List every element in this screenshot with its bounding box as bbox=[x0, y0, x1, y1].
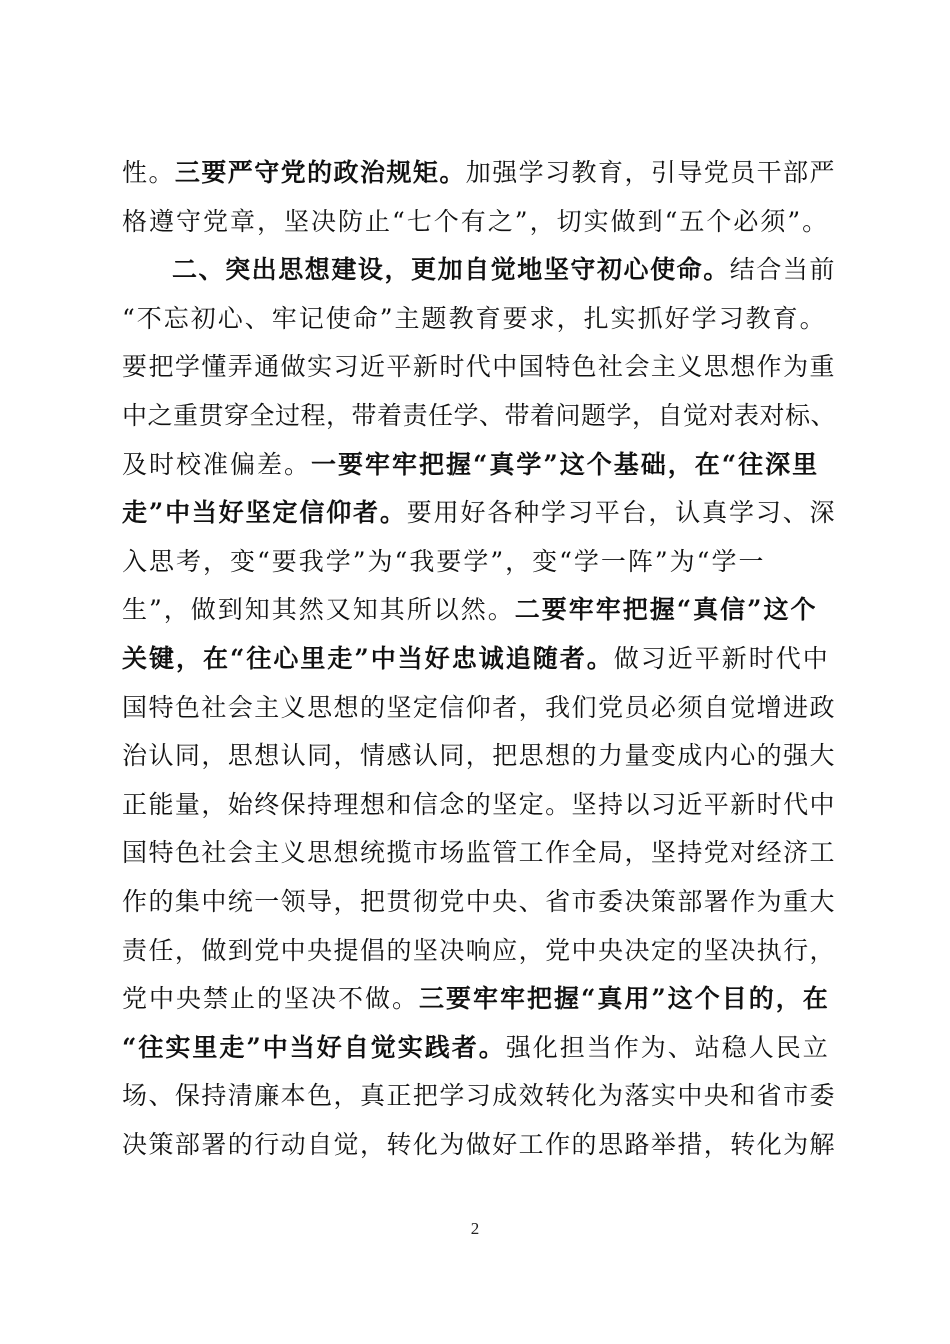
text-span: 强化担当作为、站稳人民立 bbox=[505, 1032, 830, 1062]
bold-text: 三要严守党的政治规矩。 bbox=[174, 158, 466, 187]
text-span: 要把学懂弄通做实习近平新时代中国特色社会主义思想作为重 bbox=[122, 352, 837, 382]
text-span: 做习近平新时代中 bbox=[613, 644, 830, 673]
text-line bbox=[122, 352, 836, 382]
text-span: 结合当前 bbox=[729, 255, 837, 285]
bold-text: 三要牢牢把握“真用”这个目的，在 bbox=[419, 984, 830, 1014]
text-span: 加强学习教育，引导党员干部严 bbox=[465, 158, 837, 187]
text-line bbox=[122, 450, 819, 480]
text-line bbox=[122, 1033, 830, 1063]
text-span: 中之重贯穿全过程，带着责任学、带着问题学，自觉对表对标、 bbox=[122, 401, 837, 430]
bold-text: 二、突出思想建设，更加自觉地坚守初心使命。 bbox=[172, 255, 730, 285]
text-line bbox=[122, 838, 836, 868]
text-span: 要用好各种学习平台，认真学习、深 bbox=[406, 498, 837, 528]
bold-text: 关键，在“往心里走”中当好忠诚追随者。 bbox=[122, 644, 614, 673]
text-line bbox=[122, 304, 827, 334]
text-span: 责任，做到党中央提倡的坚决响应，党中央决定的坚决执行， bbox=[122, 935, 837, 965]
text-span: 场、保持清廉本色，真正把学习成效转化为落实中央和省市委 bbox=[122, 1081, 837, 1111]
text-line bbox=[122, 207, 829, 237]
bold-text: “往实里走”中当好自觉实践者。 bbox=[122, 1032, 506, 1062]
text-line bbox=[122, 644, 830, 674]
text-line bbox=[122, 1130, 836, 1160]
text-line bbox=[122, 547, 765, 577]
text-span: 生”，做到知其然又知其所以然。 bbox=[122, 595, 515, 625]
text-line bbox=[172, 255, 836, 285]
bold-text: 一要牢牢把握“真学”这个基础，在“往深里 bbox=[311, 449, 820, 479]
text-span: 国特色社会主义思想统揽市场监管工作全局，坚持党对经济工 bbox=[122, 838, 837, 868]
text-span: 作的集中统一领导，把贯彻党中央、省市委决策部署作为重大 bbox=[122, 887, 837, 916]
text-span: 及时校准偏差。 bbox=[122, 449, 312, 479]
text-line bbox=[122, 984, 830, 1014]
text-span: 入思考，变“要我学”为“我要学”，变“学一阵”为“学一 bbox=[122, 546, 766, 576]
text-span: 治认同，思想认同，情感认同，把思想的力量变成内心的强大 bbox=[122, 741, 837, 771]
text-line bbox=[122, 790, 836, 820]
text-line bbox=[122, 498, 836, 528]
bold-text: 走”中当好坚定信仰者。 bbox=[122, 498, 407, 528]
text-span: “不忘初心、牢记使命”主题教育要求，扎实抓好学习教育。 bbox=[122, 303, 827, 333]
text-line bbox=[122, 158, 836, 188]
text-line bbox=[122, 595, 818, 625]
text-line bbox=[122, 1081, 836, 1111]
text-span: 格遵守党章，坚决防止“七个有之”，切实做到“五个必须”。 bbox=[122, 206, 830, 236]
text-line bbox=[122, 936, 836, 966]
text-line bbox=[122, 693, 836, 723]
text-line bbox=[122, 887, 836, 917]
text-line bbox=[122, 741, 836, 771]
page-number: 2 bbox=[470, 1219, 480, 1238]
text-line bbox=[122, 401, 836, 431]
text-span: 国特色社会主义思想的坚定信仰者，我们党员必须自觉增进政 bbox=[122, 692, 837, 722]
text-span: 决策部署的行动自觉，转化为做好工作的思路举措，转化为解 bbox=[122, 1130, 837, 1159]
text-span: 性。 bbox=[122, 158, 175, 187]
bold-text: 二要牢牢把握“真信”这个 bbox=[514, 595, 818, 625]
text-span: 党中央禁止的坚决不做。 bbox=[122, 984, 420, 1014]
text-span: 正能量，始终保持理想和信念的坚定。坚持以习近平新时代中 bbox=[122, 789, 837, 819]
